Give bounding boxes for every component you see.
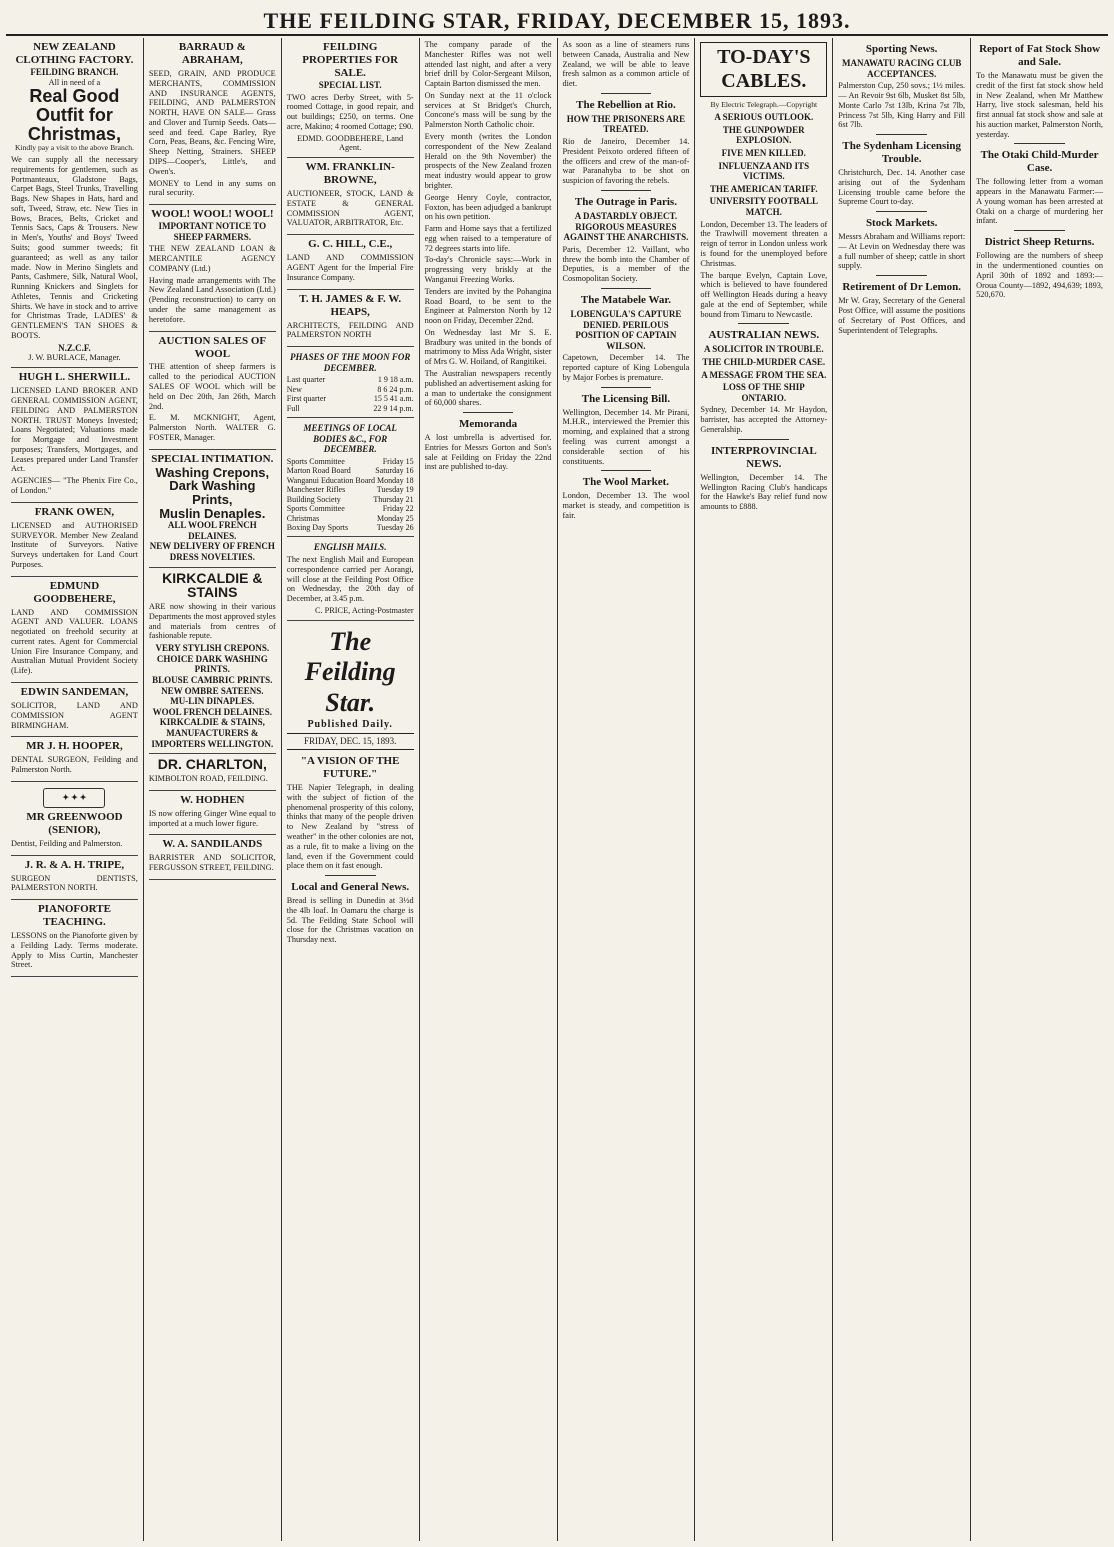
- clothing-factory-need: All in need of a: [48, 77, 101, 87]
- matabele-body: Capetown, December 14. The reported capture of King Lobengula by Major Forbes is premature.: [562, 353, 690, 382]
- meeting-row: [287, 504, 414, 513]
- divider: [1014, 143, 1065, 144]
- masthead-title: THE FEILDING STAR, FRIDAY, DECEMBER 15, 1893.: [263, 8, 851, 33]
- wool-market-body: London, December 13. The wool market is steady, and competition is fair.: [562, 491, 690, 520]
- australian-news-body: Sydney, December 14. Mr Haydon, barrister, has accepted the Attorney-Generalship.: [700, 405, 828, 435]
- meeting-row: [287, 466, 414, 475]
- licensing-body: Wellington, December 14. Mr Pirani, M.H.R., interviewed the Premier this morning, and explained that a strong feeling was current amongst a considerable section of his constituents.: [562, 407, 690, 466]
- news-para-4: George Henry Coyle, contractor, Foxton, has been adjudged a bankrupt on his own petition.: [424, 192, 552, 222]
- nameplate: [287, 627, 414, 731]
- goodbehere-ad: [11, 577, 138, 683]
- kirkcaldie-line-1: VERY STYLISH CREPONS.: [155, 643, 270, 654]
- news-para-9: The Australian newspapers recently published an advertisement asking for a man to undertake the consignment of 60,000 shares.: [424, 369, 552, 408]
- moon-phase-value: 15 5 41 a.m.: [373, 394, 414, 404]
- australian-news-h3: A MESSAGE FROM THE SEA.: [701, 369, 827, 380]
- divider: [601, 190, 652, 191]
- hodhen-body: IS now offering Ginger Wine equal to imported at a much lower figure.: [148, 808, 276, 828]
- meeting-label: Boxing Day Sports: [286, 522, 349, 532]
- meeting-value: Tuesday 19: [376, 485, 414, 495]
- divider: [601, 387, 652, 388]
- retirement-heading: Retirement of Dr Lemon.: [842, 281, 962, 294]
- cables-body-2: The barque Evelyn, Captain Love, which is believed to have foundered off Wellington Heads during a heavy gale at the end of September, while bound from Timaru to Newcastle.: [700, 270, 828, 319]
- column-6: [695, 38, 833, 1541]
- news-para-7: Tenders are invited by the Pohangina Road Board, to be sent to the Engineer at Palmerston North by 12 noon on Friday, December 22nd.: [424, 286, 552, 326]
- columns: [6, 38, 1108, 1541]
- interprovincial-heading: INTERPROVINCIAL NEWS.: [710, 444, 817, 470]
- moon-phase-label: New: [286, 384, 302, 394]
- column-1: [6, 38, 144, 1541]
- moon-phase-label: Full: [286, 403, 300, 413]
- moon-phase-row: [287, 394, 414, 403]
- wool-notice-sub: IMPORTANT NOTICE TO SHEEP FARMERS.: [158, 221, 267, 242]
- properties-sub: SPECIAL LIST.: [318, 79, 382, 90]
- divider: [738, 439, 789, 440]
- meeting-label: Marton Road Board: [286, 466, 351, 476]
- pianoforte-ad: [11, 900, 138, 977]
- properties-heading: FEILDING PROPERTIES FOR SALE.: [302, 41, 399, 79]
- greenwood-heading: MR GREENWOOD (SENIOR),: [26, 810, 123, 836]
- sandeman-heading: EDWIN SANDEMAN,: [20, 686, 129, 699]
- memoranda-heading: Memoranda: [459, 418, 518, 431]
- moon-phase-row: [287, 375, 414, 384]
- column-4: [420, 38, 558, 1541]
- otaki-heading: The Otaki Child-Murder Case.: [980, 149, 1099, 175]
- kirkcaldie-line-2: CHOICE DARK WASHING PRINTS.: [156, 653, 268, 675]
- properties-sign: EDMD. GOODBEHERE, Land Agent.: [297, 133, 404, 153]
- column-5: [558, 38, 696, 1541]
- divider: [876, 211, 927, 212]
- column-2: [144, 38, 282, 1541]
- column-3: [282, 38, 420, 1541]
- goodbehere-heading: EDMUND GOODBEHERE,: [33, 579, 116, 605]
- sherwill-agencies: AGENCIES— "The Phenix Fire Co., of London.": [11, 476, 138, 495]
- moon-phase-label: First quarter: [286, 394, 327, 404]
- english-mails: [287, 537, 414, 620]
- nameplate-title: The Feilding Star.: [304, 626, 396, 718]
- charlton-body: KIMBOLTON ROAD, FEILDING.: [148, 773, 268, 783]
- english-mails-sign: C. PRICE, Acting-Postmaster: [314, 605, 414, 615]
- special-intimation-line-1: Washing Crepons,: [155, 464, 270, 480]
- kirkcaldie-line-6: WOOL FRENCH DELAINES.: [152, 706, 272, 717]
- meeting-value: Monday 25: [376, 513, 414, 523]
- rio-body: Rio de Janeiro, December 14. President Peixoto ordered fifteen of the officers and crew of the man-of-war Paranahyba to be shot on suspicion of favoring the rebels.: [562, 137, 690, 186]
- meeting-row: [287, 514, 414, 523]
- news-para-3: Every month (writes the London correspondent of the New Zealand Herald on the 9th November) the prospects of the New Zealand frozen meat industry would appear to grow brighter.: [424, 132, 552, 190]
- meeting-row: [287, 495, 414, 504]
- leader-body: THE Napier Telegraph, in dealing with the subject of fiction of the phenomenal prosperity of this colony, thinks that many of the people driven to New Zealand by "stress of weather" in the other colonies are not, as a rule, fit to make a living on the land, even if the Government could place them on it fast enough.: [286, 783, 414, 871]
- stock-markets-heading: Stock Markets.: [865, 217, 938, 230]
- divider: [876, 134, 927, 135]
- meeting-label: Sports Committee: [286, 456, 345, 466]
- kirkcaldie-body: ARE now showing in their various Departments the most approved styles and materials from centres of fashionable repute.: [148, 602, 276, 641]
- paris-subheading: A DASTARDLY OBJECT. RIGOROUS MEASURES AGAINST THE ANARCHISTS.: [563, 210, 689, 243]
- english-mails-body: The next English Mail and European correspondence carried per Aorangi, will close at the Feilding Post Office on Wednesday, the 20th day of December, at 3.45 p.m.: [286, 554, 414, 604]
- meeting-value: Saturday 16: [375, 466, 414, 476]
- hodhen-heading: W. HODHEN: [180, 793, 245, 806]
- australian-news-h2: THE CHILD-MURDER CASE.: [702, 357, 826, 368]
- paris-body: Paris, December 12. Vaillant, who threw the bomb into the Chamber of Deputies, is a member of the Cosmopolitan Society.: [562, 244, 690, 284]
- sherwill-heading: HUGH L. SHERWILL.: [18, 371, 131, 384]
- hooper-ad: [11, 737, 138, 782]
- leader-heading: "A VISION OF THE FUTURE.": [300, 755, 400, 781]
- barraud-money: MONEY to Lend in any sums on rural security.: [148, 178, 276, 198]
- cables-h6: UNIVERSITY FOOTBALL MATCH.: [709, 196, 819, 218]
- divider: [876, 275, 927, 276]
- moon-phase-value: 1 9 18 a.m.: [377, 375, 414, 385]
- clothing-factory-body: We can supply all the necessary requirements for gentlemen, such as Portmanteaux, Gladstone Bags, Carpet Bags, Steel Trunks, Travelling Bags. New Shapes in Hats, hard and soft, Tweed, Straw, etc. New Ties in Bows, Braces, Belts, Cricket and Tennis Sacs, Caps & Trousers. New in Men's, Youths' and Boys' Tweed Suits; good summer tweeds; fit guaranteed; as well as any tailor made. Now in Merino Singlets and Pants, Cashmere, Silk, Natural Wool, Running Knickers and Singlets for Athletes, Tennis and Cricketing Shirts. We have in stock and to arrive for Christmas Trade, LADIES' & GENTLEMEN'S TAN SHOES & BOOTS.: [11, 154, 138, 341]
- meetings-list: [287, 457, 414, 533]
- kirkcaldie-sign: KIRKCALDIE & STAINS, MANUFACTURERS & IMPORTERS WELLINGTON.: [151, 717, 274, 749]
- cables-body-1: London, December 13. The leaders of the Trawlwill movement threaten a reign of terror in London unless work is found for the unemployed before Christmas.: [700, 219, 828, 268]
- meeting-value: Friday 15: [382, 456, 414, 466]
- sandilands-ad: [149, 835, 276, 880]
- matabele-subheading: LOBENGULA'S CAPTURE DENIED. PERILOUS POSITION OF CAPTAIN WILSON.: [570, 308, 682, 351]
- wool-notice-ad: [149, 205, 276, 331]
- meetings: [287, 418, 414, 537]
- australian-news-heading: AUSTRALIAN NEWS.: [708, 329, 820, 342]
- meeting-label: Building Society: [286, 494, 341, 504]
- clothing-factory-branch: FEILDING BRANCH.: [30, 66, 119, 77]
- meeting-label: Manchester Rifles: [286, 485, 346, 495]
- column-8: [971, 38, 1108, 1541]
- wool-auction-heading: AUCTION SALES OF WOOL: [158, 334, 267, 360]
- rio-subheading: HOW THE PRISONERS ARE TREATED.: [566, 113, 686, 135]
- special-intimation-line-2: Dark Washing Prints,: [169, 478, 256, 507]
- stock-markets-body: Messrs Abraham and Williams report:— At Levin on Wednesday there was a full number of sheep; cattle in short supply.: [838, 232, 966, 271]
- wool-auction-ad: [149, 332, 276, 450]
- moon-phase-label: Last quarter: [286, 375, 326, 385]
- barraud-body: SEED, GRAIN, AND PRODUCE MERCHANTS, COMMISSION AND INSURANCE AGENTS, FEILDING, AND PALMERSTON NORTH, HAVE ON SALE— Grass and Clover and Turnip Seeds. Oats—seed and feed. Cape Barley, Rye Corn, Peas, Beans, &c. Fencing Wire, Sheep Netting, Strainers. SHEEP DIPS—Cooper's, Little's, and Owen's.: [148, 68, 276, 176]
- meeting-row: [287, 457, 414, 466]
- sherwill-ad: [11, 368, 138, 503]
- news-para-2: On Sunday next at the 11 o'clock services at St Bridget's Church, Concone's mass will be sung by the Palmerston North Catholic choir.: [424, 90, 552, 130]
- properties-ad: [287, 38, 414, 158]
- franklin-browne-ad: [287, 158, 414, 235]
- clothing-factory-sign2: J. W. BURLACE, Manager.: [28, 353, 121, 363]
- district-sheep-heading: District Sheep Returns.: [984, 236, 1095, 249]
- sporting-subheading: MANAWATU RACING CLUB ACCEPTANCES.: [842, 57, 962, 79]
- matabele-heading: The Matabele War.: [580, 293, 671, 306]
- meeting-label: Christmas: [286, 513, 320, 523]
- meeting-label: Sports Committee: [286, 504, 345, 514]
- moon-phase-row: [287, 385, 414, 394]
- sydenham-heading: The Sydenham Licensing Trouble.: [842, 140, 961, 166]
- meeting-value: Monday 18: [376, 475, 414, 485]
- cables-h5: THE AMERICAN TARIFF.: [710, 183, 818, 194]
- divider: [601, 470, 652, 471]
- tripe-body: SURGEON DENTISTS, PALMERSTON NORTH.: [11, 873, 138, 893]
- goodbehere-body: LAND AND COMMISSION AGENT AND VALUER. LOANS negotiated on freehold security at current rates. Agent for Commercial Union Fire Insurance Company, and Australian Mutual Provident Society (Life).: [11, 607, 138, 676]
- clothing-factory-heading: NEW ZEALAND CLOTHING FACTORY.: [15, 41, 134, 66]
- kirkcaldie-line-5: MU-LIN DINAPLES.: [170, 696, 255, 707]
- dateline: FRIDAY, DEC. 15, 1893.: [287, 733, 414, 750]
- hooper-body: DENTAL SURGEON, Feilding and Palmerston North.: [11, 755, 138, 775]
- sporting-body: Palmerston Cup, 250 sovs.; 1½ miles.— An Revoir 9st 6lb, Musket 8st 5lb, Monte Carlo 7st 13lb, Krina 7st 7lb, Princess 7st 5lb, King Harry and Fill 6st 7lb.: [838, 81, 966, 130]
- sporting-heading: Sporting News.: [865, 43, 938, 55]
- meeting-label: Wanganui Education Board: [286, 475, 375, 485]
- frank-owen-heading: FRANK OWEN,: [34, 505, 115, 518]
- divider: [1014, 230, 1065, 231]
- kirkcaldie-ad: [149, 568, 276, 755]
- wool-auction-sign: E. M. MCKNIGHT, Agent, Palmerston North. WALTER G. FOSTER, Manager.: [148, 413, 276, 442]
- meetings-heading: MEETINGS OF LOCAL BODIES &C., FOR DECEMBER.: [303, 423, 397, 455]
- cables-h4: INFLUENZA AND ITS VICTIMS.: [718, 160, 810, 182]
- pianoforte-heading: PIANOFORTE TEACHING.: [37, 903, 111, 929]
- news-para-5: Farm and Home says that a fertilized egg when raised to a temperature of 72 degrees starts into life.: [424, 224, 552, 253]
- frank-owen-body: LICENSED and AUTHORISED SURVEYOR. Member New Zealand Institute of Surveyors. Native Surveys undertaken for Land Court Purposes.: [11, 520, 138, 569]
- local-news-body: Bread is selling in Dunedin at 3½d the 4lb loaf. In Oamaru the charge is 5d. The Feilding State School will close for the Christmas vacation on Thursday next.: [286, 896, 414, 945]
- hodhen-ad: [149, 791, 276, 836]
- clothing-factory-headline: Real Good Outfit for Christmas,: [27, 86, 121, 145]
- sandeman-body: SOLICITOR, LAND AND COMMISSION AGENT BIRMINGHAM.: [11, 701, 138, 730]
- greenwood-body: Dentist, Feilding and Palmerston.: [11, 838, 123, 848]
- news-para-8: On Wednesday last Mr S. E. Bradbury was united in the bonds of matrimony to Miss Ada Wright, sister of Mrs G. W. Hoiland, of Rangitikei.: [424, 327, 552, 367]
- cables-heading: TO-DAY'S CABLES.: [717, 46, 811, 92]
- fat-stock-body: To the Manawatu must be given the credit of the first fat stock show held in New Zealand, when Mr Matthew Harry, live stock salesman, held his first annual fat stock show and sale at his auction market, Palmerston North, yesterday.: [976, 70, 1103, 139]
- architects-heading: T. H. JAMES & F. W. HEAPS,: [299, 292, 402, 318]
- sandeman-ad: [11, 683, 138, 737]
- clothing-factory-sub: Kindly pay a visit to the above Branch.: [14, 143, 134, 152]
- meeting-row: [287, 476, 414, 485]
- wool-notice-company: THE NEW ZEALAND LOAN & MERCANTILE AGENCY COMPANY (Ltd.): [148, 244, 276, 273]
- memoranda-body: A lost umbrella is advertised for. Entries for Messrs Gorton and Son's sale at Feilding on Friday the 22nd inst are published to-day.: [424, 433, 552, 472]
- meeting-row: [287, 485, 414, 494]
- special-intimation-line-5: NEW DELIVERY OF FRENCH DRESS NOVELTIES.: [149, 541, 275, 563]
- franklin-browne-heading: WM. FRANKLIN-BROWNE,: [305, 161, 395, 187]
- moon-phase-row: [287, 404, 414, 413]
- kirkcaldie-line-3: BLOUSE CAMBRIC PRINTS.: [152, 675, 273, 686]
- greenwood-ad: [11, 782, 138, 856]
- architects-ad: [287, 290, 414, 348]
- licensing-heading: The Licensing Bill.: [581, 392, 671, 405]
- architects-body: ARCHITECTS, FEILDING AND PALMERSTON NORTH: [286, 320, 414, 340]
- otaki-body: The following letter from a woman appears in the Manawatu Farmer:— A young woman has been arrested at Otaki on a charge of murdering her infant.: [976, 177, 1103, 226]
- tripe-ad: [11, 856, 138, 901]
- australian-news-h1: A SOLICITOR IN TROUBLE.: [703, 344, 824, 355]
- moon-phases: [287, 347, 414, 418]
- meeting-value: Friday 22: [382, 504, 414, 514]
- interprovincial-body: Wellington, December 14. The Wellington Racing Club's handicaps for the Hawke's Bay relief fund now amounts to £888.: [700, 472, 828, 512]
- divider: [463, 412, 514, 413]
- hill-ad: [287, 235, 414, 289]
- dentist-emblem-icon: ✦ ✦ ✦: [43, 788, 105, 808]
- fat-stock-heading: Report of Fat Stock Show and Sale.: [979, 43, 1101, 68]
- sandilands-heading: W. A. SANDILANDS: [162, 838, 263, 851]
- column-7: [833, 38, 971, 1541]
- news-para-1: The company parade of the Manchester Rifles was not well attended last night, and after a very brief drill by Color-Sergeant Milson, Captain Barton dismissed the men.: [424, 40, 552, 89]
- special-intimation-line-4: ALL WOOL FRENCH DELAINES.: [167, 520, 257, 541]
- sydenham-body: Christchurch, Dec. 14. Another case arising out of the Sydenham Licensing trouble came before the Supreme Court to-day.: [838, 168, 966, 207]
- barraud-ad: [149, 38, 276, 205]
- moon-phase-value: 8 6 24 p.m.: [377, 384, 414, 394]
- australian-news-h4: LOSS OF THE SHIP ONTARIO.: [722, 382, 805, 403]
- frank-owen-ad: [11, 503, 138, 577]
- charlton-heading: DR. CHARLTON,: [157, 756, 267, 773]
- franklin-browne-body: AUCTIONEER, STOCK, LAND & ESTATE & GENERAL COMMISSION AGENT, VALUATOR, ARBITRATOR, Etc.: [286, 189, 414, 228]
- nameplate-published: Published Daily.: [307, 718, 393, 730]
- wool-auction-body: THE attention of sheep farmers is called to the periodical AUCTION SALES OF WOOL which will be held on Dec 20th, Jan 26th, March 2nd.: [148, 362, 276, 411]
- cables-sub: By Electric Telegraph.—Copyright: [710, 100, 818, 110]
- kirkcaldie-line-4: NEW OMBRE SATEENS.: [161, 685, 264, 696]
- wool-market-heading: The Wool Market.: [582, 476, 670, 489]
- wool-notice-body: Having made arrangements with The New Zealand Land Association (Ltd.) (Pending reconstruction) to carry on under the same management as heretofore.: [148, 275, 276, 324]
- cables-title-block: [700, 42, 827, 97]
- meeting-value: Tuesday 26: [376, 522, 414, 532]
- kirkcaldie-heading: KIRKCALDIE & STAINS: [162, 569, 263, 601]
- clothing-factory-sign1: N.Z.C.F.: [58, 342, 91, 353]
- clothing-factory-ad: [11, 38, 138, 368]
- wool-notice-heading: WOOL! WOOL! WOOL!: [151, 208, 274, 221]
- english-mails-heading: ENGLISH MAILS.: [313, 542, 387, 553]
- cables-h2: THE GUNPOWDER EXPLOSION.: [722, 124, 805, 146]
- moon-phase-value: 22 9 14 p.m.: [373, 403, 414, 413]
- pianoforte-body: LESSONS on the Pianoforte given by a Feilding Lady. Terms moderate. Apply to Miss Curtin, Manchester Street.: [11, 931, 138, 970]
- retirement-body: Mr W. Gray, Secretary of the General Post Office, will assume the positions of Secretary of Post Offices, and Superintendent of Telegraphs.: [838, 296, 966, 335]
- salmon-para: As soon as a line of steamers runs between Canada, Australia and New Zealand, we will be able to leave fresh salmon as a common article of diet.: [562, 40, 690, 89]
- divider: [601, 288, 652, 289]
- charlton-ad: [149, 754, 276, 790]
- special-intimation-line-3: Muslin Denaples.: [159, 505, 266, 521]
- cables-h1: A SERIOUS OUTLOOK.: [714, 112, 814, 123]
- district-sheep-body: Following are the numbers of sheep in the undermentioned counties on April 30th of 1892 and 1893:— Oroua County—1892, 494,639; 1893, 520,670.: [976, 251, 1103, 300]
- moon-phases-heading: PHASES OF THE MOON FOR DECEMBER.: [290, 352, 411, 373]
- divider: [601, 93, 652, 94]
- properties-body: TWO acres Derby Street, with 5-roomed Cottage, in good repair, and out buildings; £250, on terms. One acre, Makino; 4 roomed Cottage; £90.: [286, 92, 414, 131]
- cables-h3: FIVE MEN KILLED.: [721, 147, 806, 158]
- hill-body: LAND AND COMMISSION AGENT Agent for the Imperial Fire Insurance Company.: [286, 253, 414, 282]
- sandilands-body: BARRISTER AND SOLICITOR, FERGUSSON STREET, FEILDING.: [148, 853, 276, 873]
- sherwill-body: LICENSED LAND BROKER AND GENERAL COMMISSION AGENT, FEILDING AND PALMERSTON NORTH. TRUST Moneys Invested; Loans Negotiated; Valuations made for Mortgage and Investment purposes; Transfers, Mortgages, and Leases prepared under Land Transfer Act.: [11, 386, 138, 474]
- meeting-row: [287, 523, 414, 532]
- hooper-heading: MR J. H. HOOPER,: [26, 740, 123, 753]
- local-news-heading: Local and General News.: [291, 881, 410, 894]
- divider: [325, 875, 376, 876]
- special-intimation-heading: SPECIAL INTIMATION.: [151, 452, 274, 465]
- hill-heading: G. C. HILL, C.E.,: [308, 238, 393, 251]
- special-intimation-ad: [149, 450, 276, 568]
- divider: [738, 323, 789, 324]
- tripe-heading: J. R. & A. H. TRIPE,: [24, 858, 125, 871]
- meeting-value: Thursday 21: [373, 494, 414, 504]
- paris-heading: The Outrage in Paris.: [574, 196, 677, 208]
- masthead: [6, 8, 1108, 36]
- rio-heading: The Rebellion at Rio.: [576, 98, 676, 111]
- news-para-6: To-day's Chronicle says:—Work in progressing very briskly at the Wanganui Freezing Works.: [424, 255, 552, 284]
- barraud-heading: BARRAUD & ABRAHAM,: [178, 41, 246, 66]
- moon-phases-list: [287, 375, 414, 413]
